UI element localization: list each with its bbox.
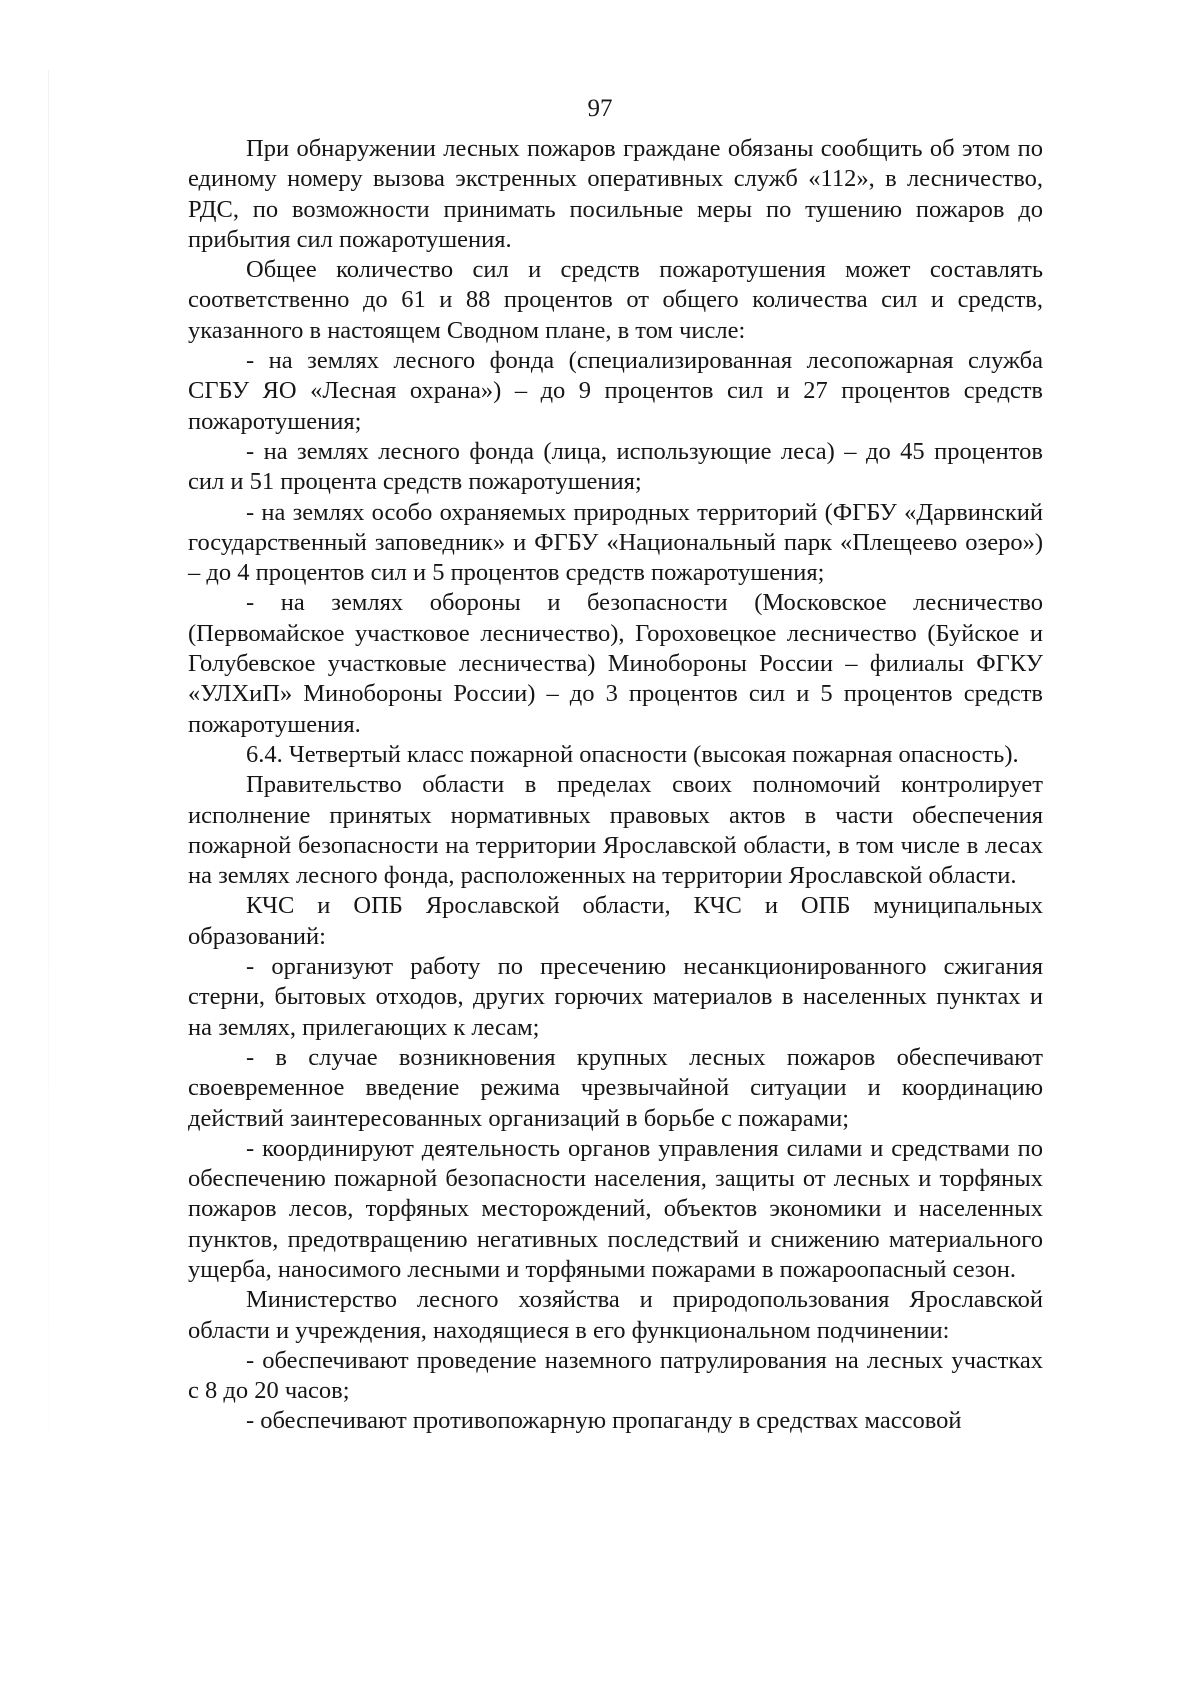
list-item-coordinate-activities: - координируют деятельность органов управления силами и средствами по обеспечению пожарной безопасности населения, защиты от лесных и торфяных пожаров лесов, торфяных месторождений, объектов экономики и населенных пунктов, предотвращению негативных последствий и снижению материального ущерба, наносимого лесными и торфяными пожарами в пожароопасный сезон.: [188, 1134, 1043, 1283]
paragraph-government-control: Правительство области в пределах своих полномочий контролирует исполнение принятых нормативных правовых актов в части обеспечения пожарной безопасности на территории Ярославской области, в том числе в лесах на землях лесного фонда, расположенных на территории Ярославской области.: [188, 771, 1043, 890]
list-item-protected-areas: - на землях особо охраняемых природных территорий (ФГБУ «Дарвинский государственный заповедник» и ФГБУ «Национальный парк «Плещеево озеро») – до 4 процентов сил и 5 процентов средств пожаротушения;: [188, 498, 1043, 587]
scan-edge-shadow: [48, 70, 49, 1630]
list-item-forest-fund-sgbu: - на землях лесного фонда (специализированная лесопожарная служба СГБУ ЯО «Лесная охрана») – до 9 процентов сил и 27 процентов средств пожаротушения;: [188, 347, 1043, 435]
list-item-organize-work: - организуют работу по пресечению несанкционированного сжигания стерни, бытовых отходов, других горючих материалов в населенных пунктах и на землях, прилегающих к лесам;: [188, 953, 1043, 1041]
list-item-defense-lands: - на землях обороны и безопасности (Московское лесничество (Первомайское участковое лесничество), Гороховецкое лесничество (Буйское и Голубевское участковые лесничества) Минобороны России – филиалы ФГКУ «УЛХиП» Минобороны России) – до 3 процентов сил и 5 процентов средств пожаротушения.: [188, 589, 1043, 738]
paragraph-citizens-report-fires: При обнаружении лесных пожаров граждане обязаны сообщить об этом по единому номеру вызова экстренных оперативных служб «112», в лесничество, РДС, по возможности принимать посильные меры по тушению пожаров до прибытия сил пожаротушения.: [188, 135, 1043, 253]
page-number: 97: [587, 95, 613, 122]
document-body: [188, 134, 1043, 1437]
paragraph-ministry: Министерство лесного хозяйства и природопользования Ярославской области и учреждения, находящиеся в его функциональном подчинении:: [188, 1286, 1043, 1344]
list-item-ground-patrol: - обеспечивают проведение наземного патрулирования на лесных участках с 8 до 20 часов;: [188, 1346, 1043, 1405]
list-item-forest-fund-users: - на землях лесного фонда (лица, использующие леса) – до 45 процентов сил и 51 процента средств пожаротушения;: [188, 437, 1043, 496]
paragraph-total-forces: Общее количество сил и средств пожаротушения может составлять соответственно до 61 и 88 процентов от общего количества сил и средств, указанного в настоящем Сводном плане, в том числе:: [188, 256, 1043, 344]
list-item-emergency-regime: - в случае возникновения крупных лесных пожаров обеспечивают своевременное введение режима чрезвычайной ситуации и координацию действий заинтересованных организаций в борьбе с пожарами;: [188, 1043, 1043, 1132]
paragraph-kchs-opb: КЧС и ОПБ Ярославской области, КЧС и ОПБ муниципальных образований:: [188, 892, 1043, 950]
section-heading-fire-class-4: 6.4. Четвертый класс пожарной опасности (высокая пожарная опасность).: [246, 740, 1019, 768]
list-item-fire-propaganda: - обеспечивают противопожарную пропаганду в средствах массовой: [246, 1407, 962, 1435]
